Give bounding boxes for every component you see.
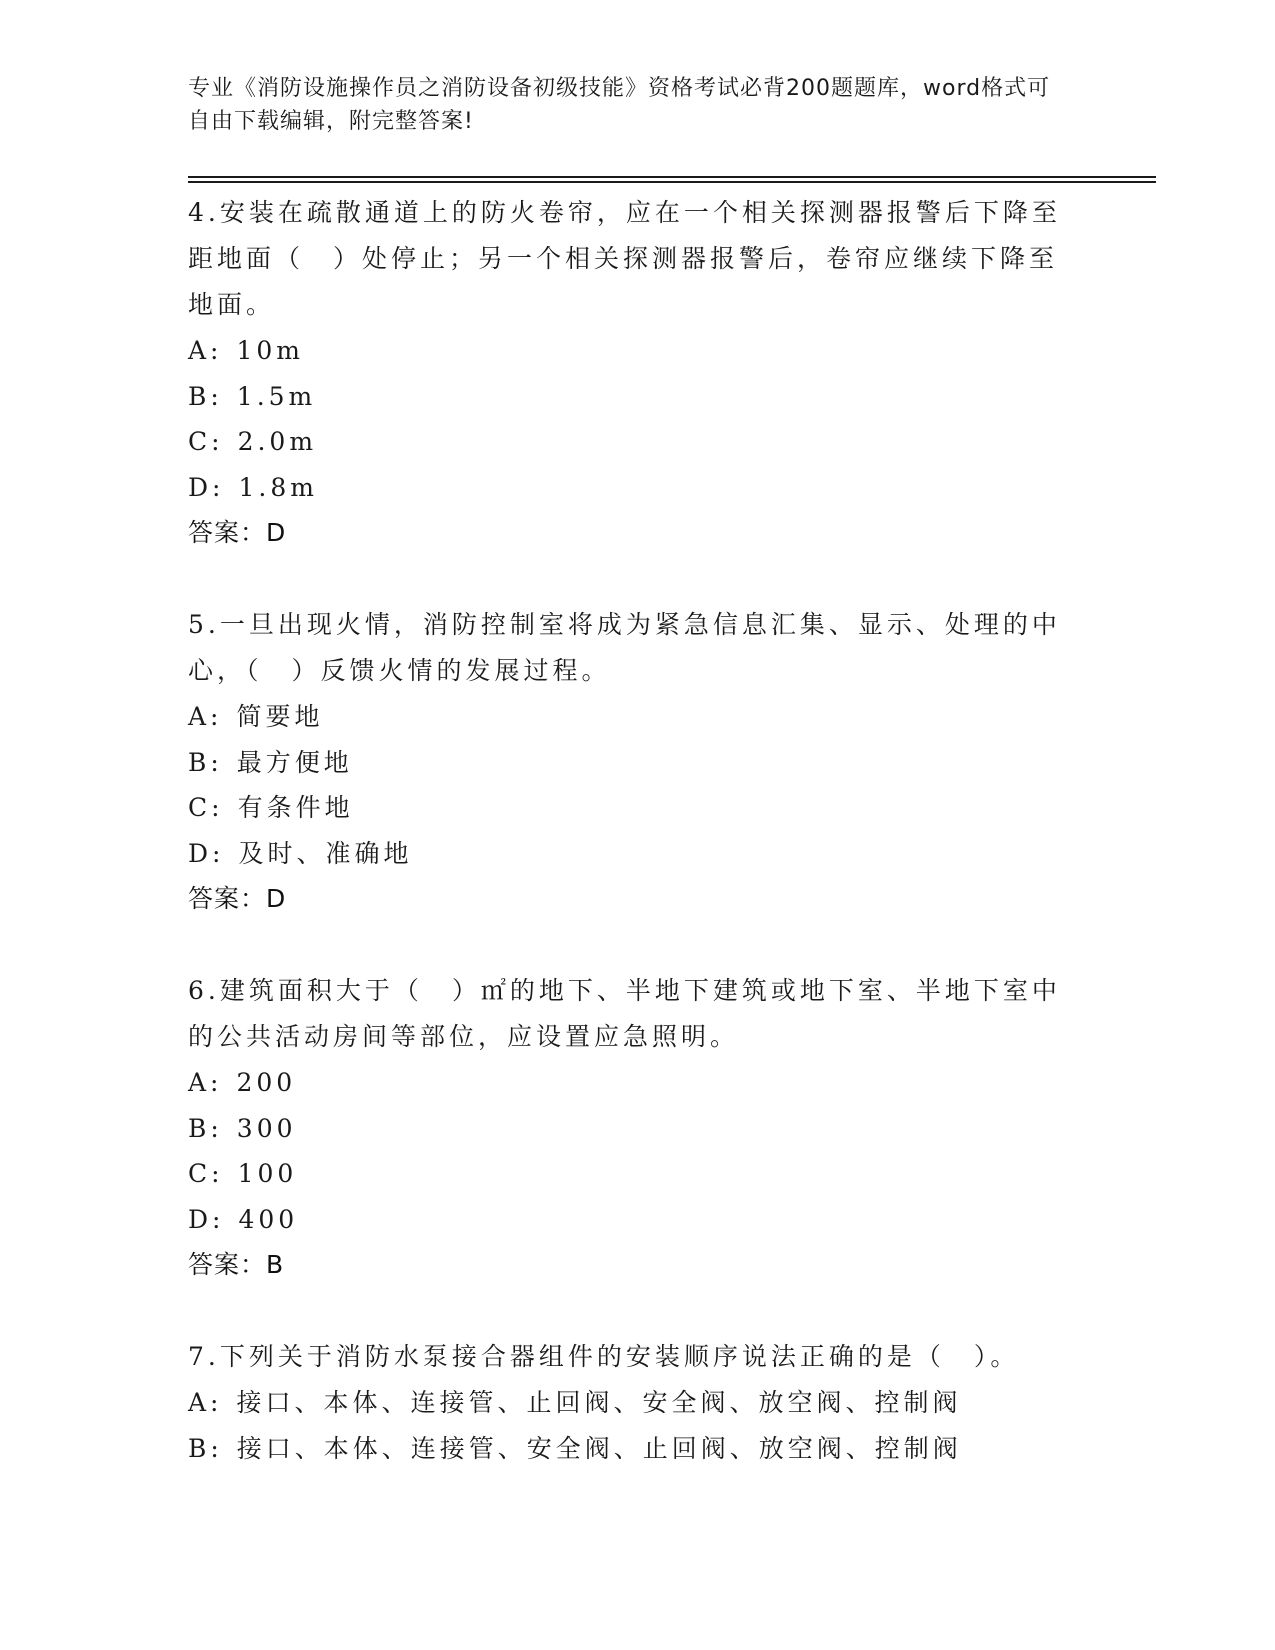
option-letter: B: [188,381,223,411]
question-stem: 4.安装在疏散通道上的防火卷帘，应在一个相关探测器报警后下降至距地面（ ）处停止；另一个相关探测器报警后，卷帘应继续下降至地面。 [188,198,1061,319]
option-text: 400 [238,1204,299,1234]
option-text: 10m [236,336,305,365]
question-4 [188,190,1068,556]
question-6 [188,968,1068,1288]
option-text: 100 [237,1159,298,1188]
option-text: 及时、准确地 [238,838,413,868]
answer-line: 答案：D [188,518,287,547]
option-text: 最方便地 [236,747,353,777]
option-text: 200 [236,1068,297,1097]
option-text: 1.8m [238,472,318,502]
option-text: 2.0m [237,427,318,456]
header-divider-top [188,176,1156,178]
option-d [188,1197,1068,1243]
option-letter: C: [188,427,224,456]
option-letter: A: [188,1388,223,1417]
option-letter: B: [188,1113,223,1143]
option-letter: D: [188,472,225,502]
option-b [188,374,1068,420]
question-list [188,190,1068,1517]
option-c [188,1151,1068,1197]
option-text: 有条件地 [237,793,354,822]
option-text: 接口、本体、连接管、安全阀、止回阀、放空阀、控制阀 [236,1433,962,1463]
option-a [188,694,1068,740]
question-stem: 5.一旦出现火情，消防控制室将成为紧急信息汇集、显示、处理的中心，（ ）反馈火情的发展过程。 [188,610,1061,685]
option-letter: C: [188,1159,224,1188]
header-divider-bottom [188,181,1156,183]
answer-line: 答案：B [188,1250,285,1279]
option-b [188,1426,1068,1472]
option-text: 1.5m [236,381,317,411]
question-stem: 7.下列关于消防水泵接合器组件的安装顺序说法正确的是（ ）。 [188,1342,1020,1371]
option-letter: A: [188,1068,223,1097]
option-letter: B: [188,747,223,777]
option-letter: D: [188,838,225,868]
option-text: 接口、本体、连接管、止回阀、安全阀、放空阀、控制阀 [236,1388,962,1417]
option-letter: C: [188,793,224,822]
option-d [188,831,1068,877]
option-text: 300 [236,1113,297,1143]
option-a [188,328,1068,374]
option-c [188,785,1068,831]
option-b [188,740,1068,786]
question-stem: 6.建筑面积大于（ ）㎡的地下、半地下建筑或地下室、半地下室中的公共活动房间等部位，应设置应急照明。 [188,976,1061,1051]
option-letter: A: [188,702,223,731]
answer-line: 答案：D [188,884,287,913]
question-5 [188,602,1068,922]
option-letter: D: [188,1204,225,1234]
option-letter: A: [188,336,223,365]
question-7 [188,1334,1068,1471]
option-a [188,1060,1068,1106]
document-header: 专业《消防设施操作员之消防设备初级技能》资格考试必背200题题库，word格式可自由下载编辑，附完整答案! [188,76,1051,134]
option-text: 简要地 [236,702,324,731]
option-a [188,1380,1068,1426]
option-d [188,465,1068,511]
option-b [188,1106,1068,1152]
option-letter: B: [188,1433,223,1463]
option-c [188,419,1068,465]
